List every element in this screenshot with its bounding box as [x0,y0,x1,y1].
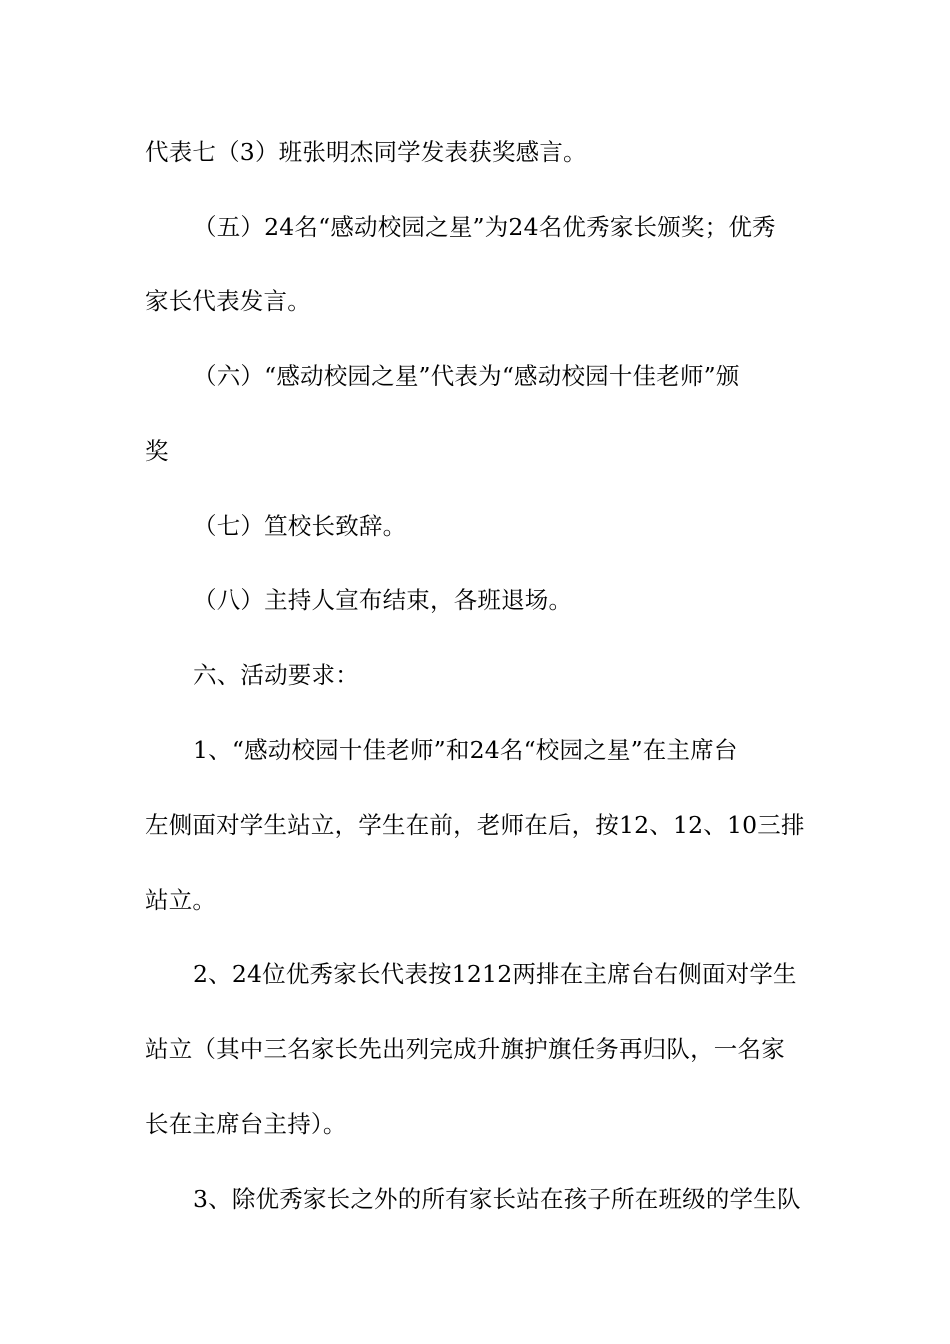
text-line: 左侧面对学生站立，学生在前，老师在后，按12、12、10三排 [145,811,805,839]
text-line: 1、“感动校园十佳老师”和24名“校园之星”在主席台 [193,736,738,764]
text-line: 长在主席台主持）。 [145,1110,347,1138]
section-heading: 六、活动要求： [193,661,359,689]
text-line: 站立。 [145,886,217,914]
text-line: （六）“感动校园之星”代表为“感动校园十佳老师”颁 [193,362,740,390]
text-line: 代表七（3）班张明杰同学发表获奖感言。 [145,138,587,166]
text-line: （八）主持人宣布结束，各班退场。 [193,586,573,614]
text-line: 3、除优秀家长之外的所有家长站在孩子所在班级的学生队 [193,1185,801,1213]
text-line: 2、24位优秀家长代表按1212两排在主席台右侧面对学生 [193,960,797,988]
text-line: 奖 [145,437,169,465]
text-line: （五）24名“感动校园之星”为24名优秀家长颁奖；优秀 [193,213,776,241]
text-line: 站立（其中三名家长先出列完成升旗护旗任务再归队，一名家 [145,1035,785,1063]
text-line: 家长代表发言。 [145,287,311,315]
text-line: （七）笪校长致辞。 [193,512,407,540]
